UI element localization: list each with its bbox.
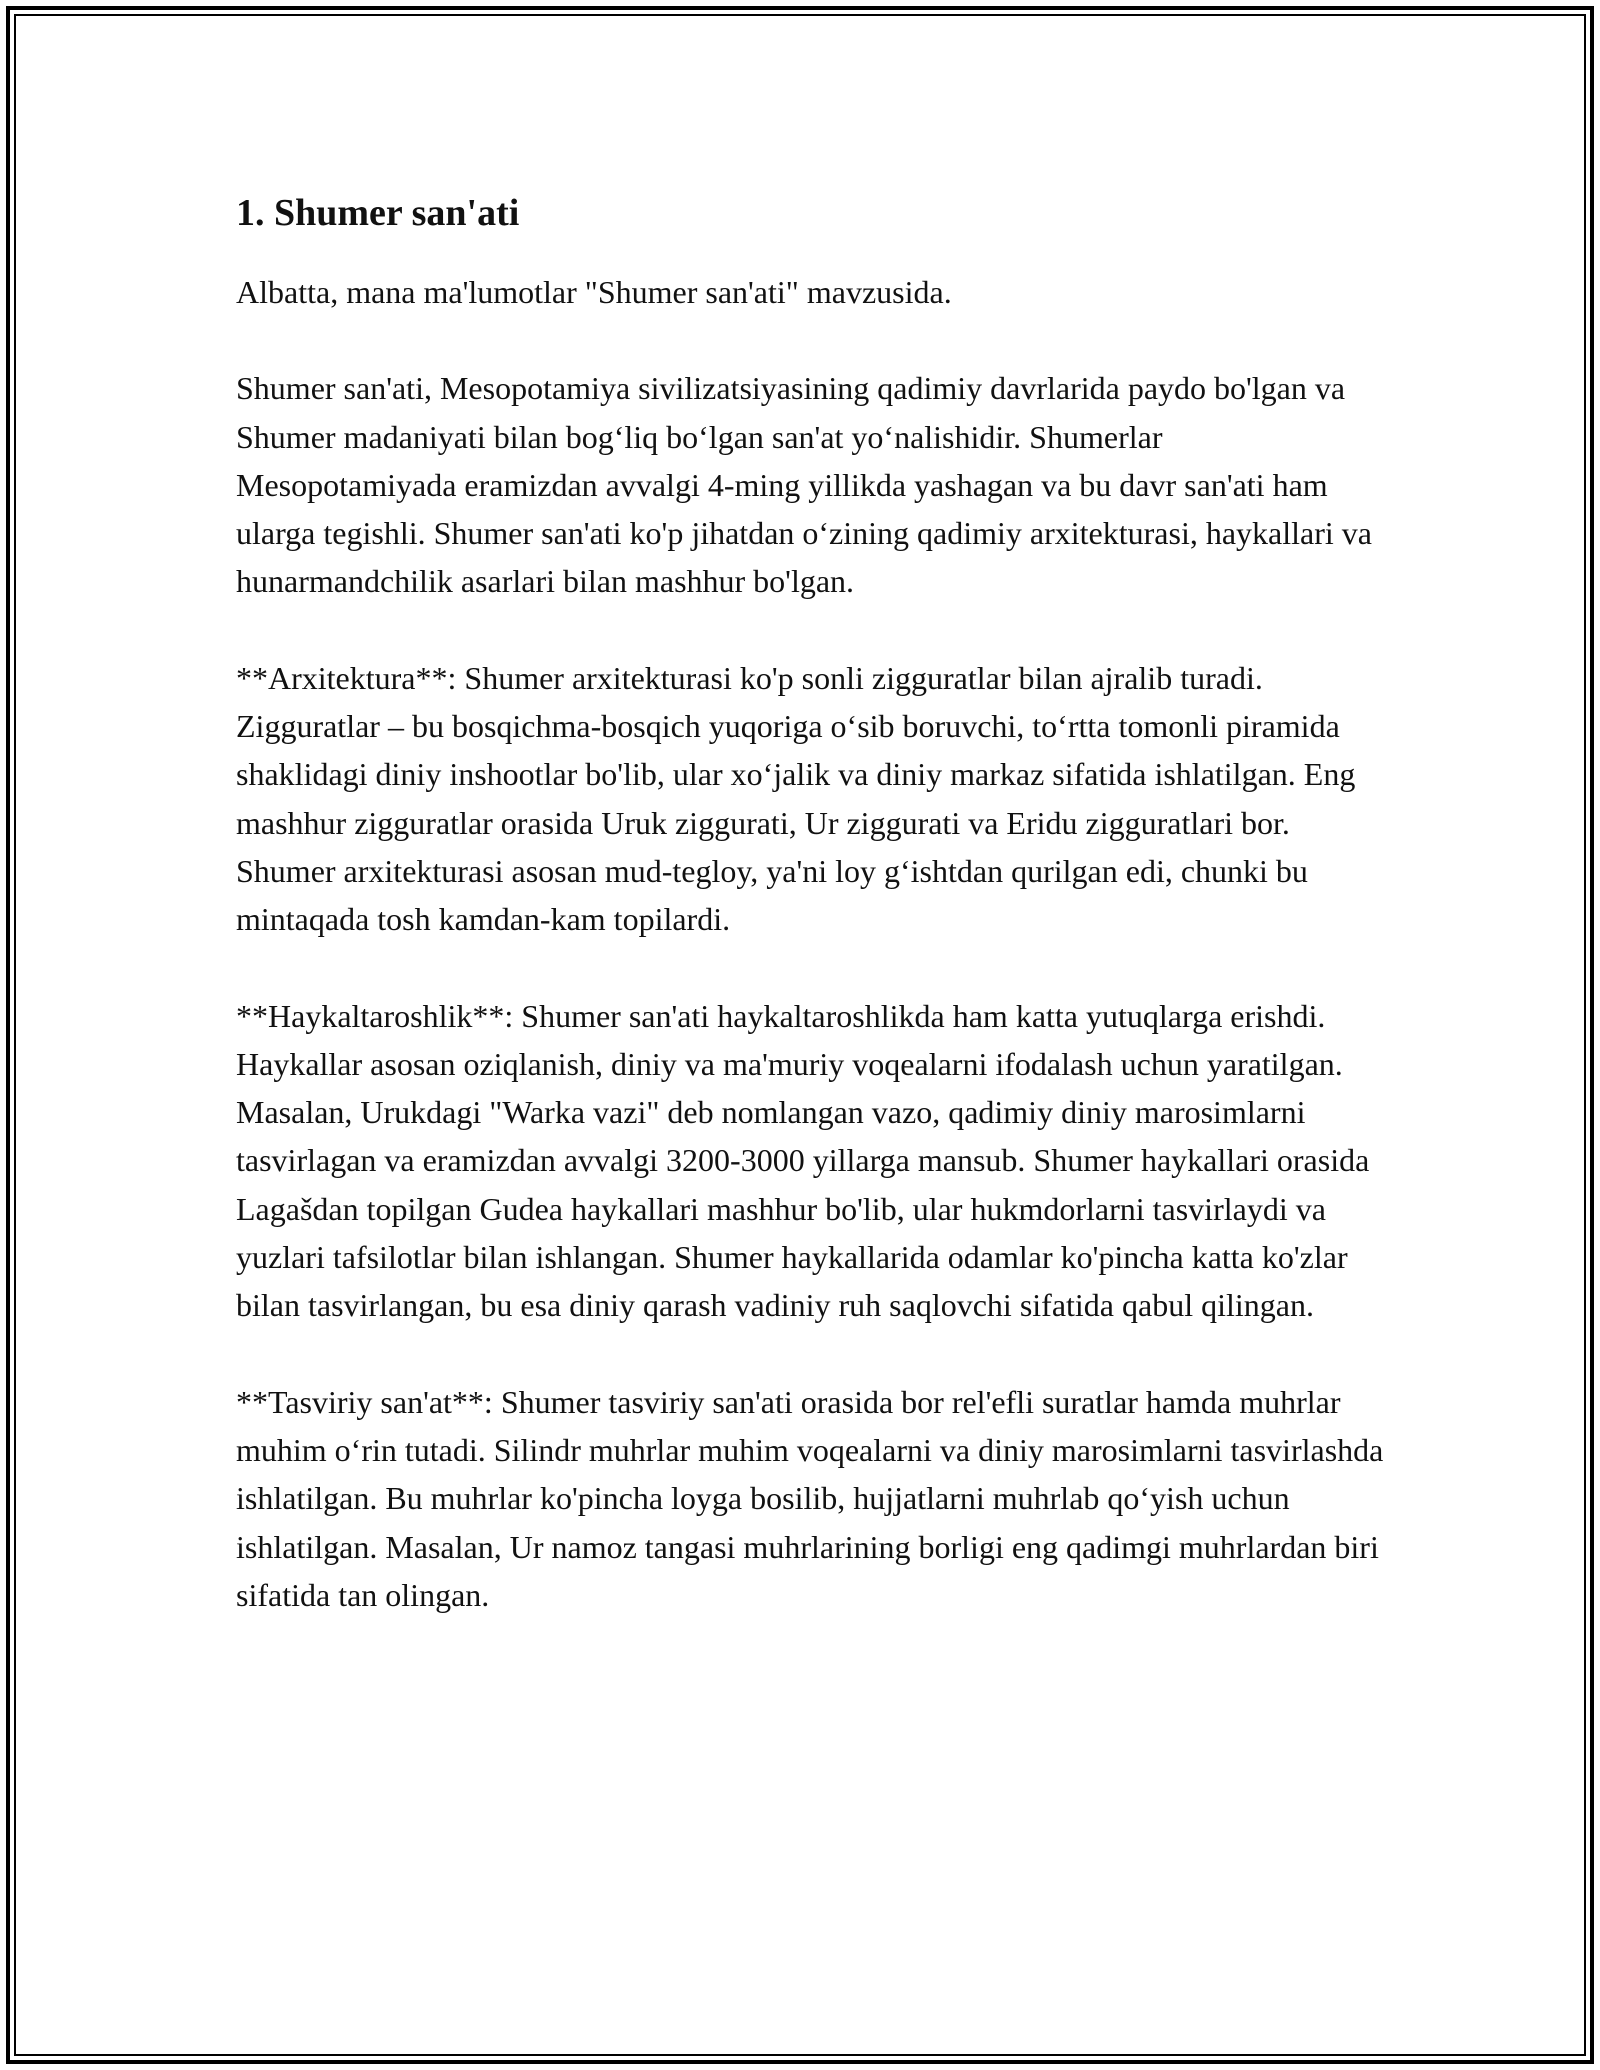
document-title: 1. Shumer san'ati <box>236 192 520 234</box>
paragraph-overview: Shumer san'ati, Mesopotamiya sivilizatsiyasining qadimiy davrlarida paydo bo'lgan va Shumer madaniyati bilan bog‘liq bo‘lgan san'at yo‘nalishidir. Shumerlar Mesopotamiyada eramizdan avvalgi 4-ming yillikda yashagan va bu davr san'ati ham ularga tegishli. Shumer san'ati ko'p jihatdan o‘zining qadimiy arxitekturasi, haykallari va hunarmandchilik asarlari bilan mashhur bo'lgan. <box>236 370 1372 600</box>
paragraph-sculpture: **Haykaltaroshlik**: Shumer san'ati haykaltaroshlikda ham katta yutuqlarga erishdi. Haykallar asosan oziqlanish, diniy va ma'muriy voqealarni ifodalash uchun yaratilgan. Masalan, Urukdagi "Warka vazi" deb nomlangan vazo, qadimiy diniy marosimlarni tasvirlagan va eramizdan avvalgi 3200-3000 yillarga mansub. Shumer haykallari orasida Lagašdan topilgan Gudea haykallari mashhur bo'lib, ular hukmdorlarni tasvirlaydi va yuzlari tafsilotlar bilan ishlangan. Shumer haykallarida odamlar ko'pincha katta ko'zlar bilan tasvirlangan, bu esa diniy qarash vadiniy ruh saqlovchi sifatida qabul qilingan. <box>236 997 1370 1324</box>
document-body <box>236 188 1386 1667</box>
paragraph-intro: Albatta, mana ma'lumotlar "Shumer san'ati" mavzusida. <box>236 274 952 310</box>
paragraph-architecture: **Arxitektura**: Shumer arxitekturasi ko'p sonli zigguratlar bilan ajralib turadi. Zigguratlar – bu bosqichma-bosqich yuqoriga o‘sib boruvchi, to‘rtta tomonli piramida shaklidagi diniy inshootlar bo'lib, ular xo‘jalik va diniy markaz sifatida ishlatilgan. Eng mashhur zigguratlar orasida Uruk ziggurati, Ur ziggurati va Eridu zigguratlari bor. Shumer arxitekturasi asosan mud-tegloy, ya'ni loy g‘ishtdan qurilgan edi, chunki bu mintaqada tosh kamdan-kam topilardi. <box>236 659 1356 938</box>
paragraph-visual-art: **Tasviriy san'at**: Shumer tasviriy san'ati orasida bor rel'efli suratlar hamda muhrlar muhim o‘rin tutadi. Silindr muhrlar muhim voqealarni va diniy marosimlarni tasvirlashda ishlatilgan. Bu muhrlar ko'pincha loyga bosilib, hujjatlarni muhrlab qo‘yish uchun ishlatilgan. Masalan, Ur namoz tangasi muhrlarining borligi eng qadimgi muhrlardan biri sifatida tan olingan. <box>236 1383 1384 1613</box>
